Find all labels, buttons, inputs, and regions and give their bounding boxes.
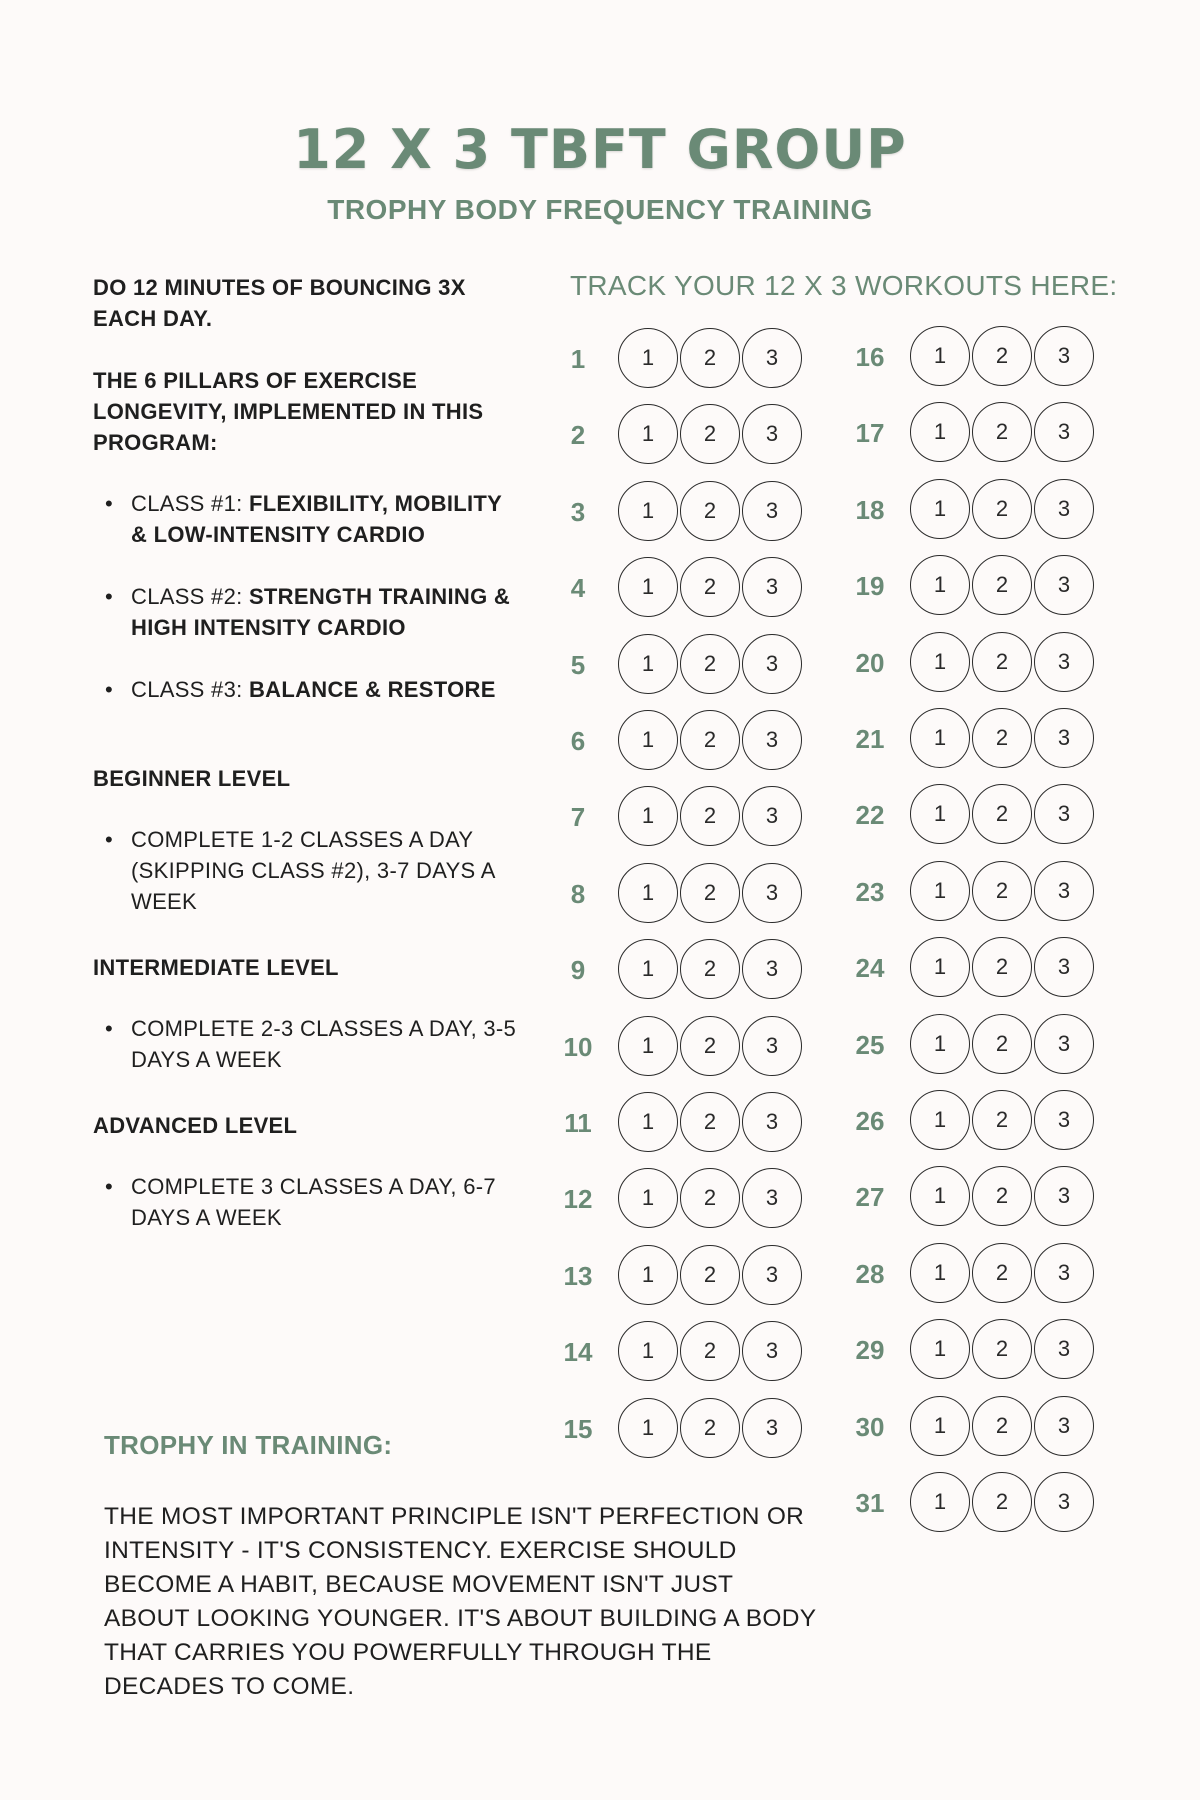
tracker-row [840,1014,1100,1076]
tracker-row [840,479,1100,541]
level-description: • COMPLETE 3 CLASSES A DAY, 6-7 DAYS A WEEK [93,1171,523,1233]
tracker-row [840,1319,1100,1381]
session-checkbox[interactable]: 2 [680,328,740,388]
session-checkbox[interactable]: 2 [972,555,1032,615]
class-item [93,674,523,705]
session-checkbox[interactable]: 1 [910,1090,970,1150]
session-checkbox[interactable]: 3 [1034,479,1094,539]
tracker-row [840,937,1100,999]
session-checkbox[interactable]: 3 [1034,708,1094,768]
session-checkbox[interactable]: 1 [618,1168,678,1228]
session-checkbox[interactable]: 2 [972,1243,1032,1303]
day-number: 31 [855,1488,885,1518]
tracker-row [840,708,1100,770]
day-number: 27 [855,1182,885,1212]
session-checkbox[interactable]: 3 [742,1321,802,1381]
session-checkbox[interactable]: 3 [1034,1243,1094,1303]
page-title: 12 X 3 TBFT GROUP [293,118,907,181]
session-checkbox[interactable]: 1 [618,481,678,541]
session-checkbox[interactable]: 2 [972,1472,1032,1532]
session-checkbox[interactable]: 2 [680,1092,740,1152]
class-list [93,488,523,705]
day-number: 30 [855,1412,885,1442]
session-checkbox[interactable]: 2 [972,402,1032,462]
session-checkbox[interactable]: 2 [972,1090,1032,1150]
session-checkbox[interactable]: 1 [910,1319,970,1379]
session-checkbox[interactable]: 1 [910,1243,970,1303]
tracker-row [548,863,808,925]
session-checkbox[interactable]: 3 [742,404,802,464]
session-checkbox[interactable]: 1 [910,708,970,768]
day-number: 2 [570,420,586,450]
tracker-row [840,1396,1100,1458]
tracker-row [840,1090,1100,1152]
class-name: STRENGTH TRAINING & HIGH INTENSITY CARDIO [131,584,511,640]
session-checkbox[interactable]: 3 [1034,1319,1094,1379]
session-checkbox[interactable]: 2 [972,1319,1032,1379]
session-checkbox[interactable]: 3 [742,1016,802,1076]
day-number: 9 [570,955,586,985]
session-checkbox[interactable]: 3 [742,1245,802,1305]
tracker-row [548,786,808,848]
session-checkbox[interactable]: 1 [910,784,970,844]
session-checkbox[interactable]: 1 [618,710,678,770]
session-checkbox[interactable]: 2 [972,937,1032,997]
session-checkbox[interactable]: 1 [618,328,678,388]
trophy-label: TROPHY IN TRAINING: [104,1430,393,1460]
tracker-row [548,1245,808,1307]
session-checkbox[interactable]: 3 [742,557,802,617]
session-checkbox[interactable]: 3 [742,328,802,388]
session-checkbox[interactable]: 1 [910,632,970,692]
day-number: 29 [855,1335,885,1365]
session-checkbox[interactable]: 3 [1034,326,1094,386]
session-checkbox[interactable]: 3 [1034,632,1094,692]
tracker-row [548,1016,808,1078]
session-checkbox[interactable]: 1 [910,1166,970,1226]
session-checkbox[interactable]: 2 [972,1396,1032,1456]
session-checkbox[interactable]: 2 [680,634,740,694]
level-beginner [93,763,523,917]
session-checkbox[interactable]: 3 [742,1168,802,1228]
class-prefix: CLASS #2: [131,584,249,609]
day-number: 4 [570,573,586,603]
session-checkbox[interactable]: 2 [680,1398,740,1458]
tracker-row [548,557,808,619]
session-checkbox[interactable]: 2 [972,784,1032,844]
session-checkbox[interactable]: 1 [910,937,970,997]
session-checkbox[interactable]: 2 [680,1321,740,1381]
day-number: 15 [563,1414,593,1444]
day-number: 22 [855,800,885,830]
session-checkbox[interactable]: 1 [618,863,678,923]
session-checkbox[interactable]: 1 [618,1092,678,1152]
tracker-row [548,404,808,466]
session-checkbox[interactable]: 3 [1034,1014,1094,1074]
tracker-row [840,1243,1100,1305]
day-number: 17 [855,418,885,448]
tracker-row [548,1398,808,1460]
session-checkbox[interactable]: 2 [972,861,1032,921]
class-item [93,488,523,550]
program-info [93,272,523,1268]
session-checkbox[interactable]: 2 [680,1168,740,1228]
tracker-row [840,326,1100,388]
session-checkbox[interactable]: 2 [680,1245,740,1305]
class-name: FLEXIBILITY, MOBILITY & LOW-INTENSITY CARDIO [131,491,502,547]
session-checkbox[interactable]: 1 [618,1398,678,1458]
session-checkbox[interactable]: 2 [680,786,740,846]
session-checkbox[interactable]: 2 [680,1016,740,1076]
class-item [93,581,523,643]
tracker-row [840,861,1100,923]
day-number: 20 [855,648,885,678]
session-checkbox[interactable]: 3 [742,863,802,923]
session-checkbox[interactable]: 2 [972,708,1032,768]
tracker-row [548,939,808,1001]
day-number: 26 [855,1106,885,1136]
page-subtitle: TROPHY BODY FREQUENCY TRAINING [327,194,873,225]
day-number: 7 [570,802,586,832]
session-checkbox[interactable]: 1 [618,404,678,464]
session-checkbox[interactable]: 1 [618,1245,678,1305]
session-checkbox[interactable]: 1 [618,939,678,999]
tracker-row [840,555,1100,617]
day-number: 18 [855,495,885,525]
session-checkbox[interactable]: 3 [1034,1472,1094,1532]
tracker-row [548,328,808,390]
level-intermediate [93,952,523,1075]
session-checkbox[interactable]: 1 [618,1016,678,1076]
session-checkbox[interactable]: 1 [618,634,678,694]
session-checkbox[interactable]: 3 [742,939,802,999]
session-checkbox[interactable]: 3 [742,1398,802,1458]
session-checkbox[interactable]: 1 [910,479,970,539]
trophy-text: THE MOST IMPORTANT PRINCIPLE ISN'T PERFECTION OR INTENSITY - IT'S CONSISTENCY. EXERCISE SHOULD BECOME A HABIT, BECAUSE MOVEMENT ISN'T JUST ABOUT LOOKING YOUNGER. IT'S ABOUT BUILDING A BODY THAT CARRIES YOU POWERFULLY THROUGH THE DECADES TO COME. [104,1503,816,1700]
day-number: 5 [570,650,586,680]
session-checkbox[interactable]: 3 [1034,861,1094,921]
session-checkbox[interactable]: 3 [742,481,802,541]
day-number: 19 [855,571,885,601]
day-number: 11 [564,1108,592,1138]
session-checkbox[interactable]: 1 [618,786,678,846]
page-header [0,118,1200,226]
session-checkbox[interactable]: 3 [742,786,802,846]
level-heading: ADVANCED LEVEL [93,1113,298,1138]
tracker-row [548,710,808,772]
session-checkbox[interactable]: 1 [618,557,678,617]
tracker-row [840,1166,1100,1228]
session-checkbox[interactable]: 3 [1034,1166,1094,1226]
tracker-row [548,1168,808,1230]
level-heading: INTERMEDIATE LEVEL [93,955,339,980]
class-prefix: CLASS #1: [131,491,249,516]
day-number: 13 [563,1261,593,1291]
pillars-heading: THE 6 PILLARS OF EXERCISE LONGEVITY, IMPLEMENTED IN THIS PROGRAM: [93,368,484,455]
session-checkbox[interactable]: 3 [1034,402,1094,462]
session-checkbox[interactable]: 2 [972,479,1032,539]
session-checkbox[interactable]: 2 [680,481,740,541]
day-number: 8 [570,879,586,909]
session-checkbox[interactable]: 1 [618,1321,678,1381]
tracker-row [840,402,1100,464]
day-number: 12 [563,1184,593,1214]
session-checkbox[interactable]: 3 [742,1092,802,1152]
tracker-row [548,1321,808,1383]
session-checkbox[interactable]: 2 [972,632,1032,692]
intro-line: DO 12 MINUTES OF BOUNCING 3X EACH DAY. [93,275,466,331]
level-description: • COMPLETE 1-2 CLASSES A DAY (SKIPPING CLASS #2), 3-7 DAYS A WEEK [93,824,523,917]
session-checkbox[interactable]: 2 [680,557,740,617]
session-checkbox[interactable]: 2 [680,863,740,923]
class-name: BALANCE & RESTORE [248,677,496,702]
tracker-title: TRACK YOUR 12 X 3 WORKOUTS HERE: [570,270,1118,301]
tracker-row [840,784,1100,846]
session-checkbox[interactable]: 3 [1034,784,1094,844]
day-number: 6 [570,726,586,756]
class-prefix: CLASS #3: [131,677,249,702]
day-number: 25 [855,1030,885,1060]
tracker-row [548,634,808,696]
session-checkbox[interactable]: 3 [1034,1396,1094,1456]
level-heading: BEGINNER LEVEL [93,766,291,791]
session-checkbox[interactable]: 2 [680,710,740,770]
session-checkbox[interactable]: 1 [910,861,970,921]
session-checkbox[interactable]: 2 [972,326,1032,386]
session-checkbox[interactable]: 1 [910,1472,970,1532]
session-checkbox[interactable]: 3 [1034,1090,1094,1150]
day-number: 24 [855,953,885,983]
session-checkbox[interactable]: 3 [1034,555,1094,615]
session-checkbox[interactable]: 3 [742,710,802,770]
level-advanced [93,1110,523,1233]
day-number: 23 [855,877,885,907]
session-checkbox[interactable]: 2 [680,939,740,999]
session-checkbox[interactable]: 2 [680,404,740,464]
tracker-row [840,1472,1100,1534]
session-checkbox[interactable]: 1 [910,555,970,615]
level-description: • COMPLETE 2-3 CLASSES A DAY, 3-5 DAYS A WEEK [93,1013,523,1075]
session-checkbox[interactable]: 1 [910,326,970,386]
day-number: 21 [855,724,885,754]
day-number: 14 [563,1337,593,1367]
day-number: 10 [563,1032,593,1062]
tracker-row [548,1092,808,1154]
day-number: 28 [855,1259,885,1289]
tracker-row [548,481,808,543]
session-checkbox[interactable]: 2 [972,1014,1032,1074]
day-number: 3 [570,497,586,527]
session-checkbox[interactable]: 1 [910,1396,970,1456]
session-checkbox[interactable]: 2 [972,1166,1032,1226]
day-number: 16 [855,342,885,372]
day-number: 1 [570,344,586,374]
session-checkbox[interactable]: 1 [910,1014,970,1074]
session-checkbox[interactable]: 3 [1034,937,1094,997]
session-checkbox[interactable]: 3 [742,634,802,694]
session-checkbox[interactable]: 1 [910,402,970,462]
tracker-row [840,632,1100,694]
